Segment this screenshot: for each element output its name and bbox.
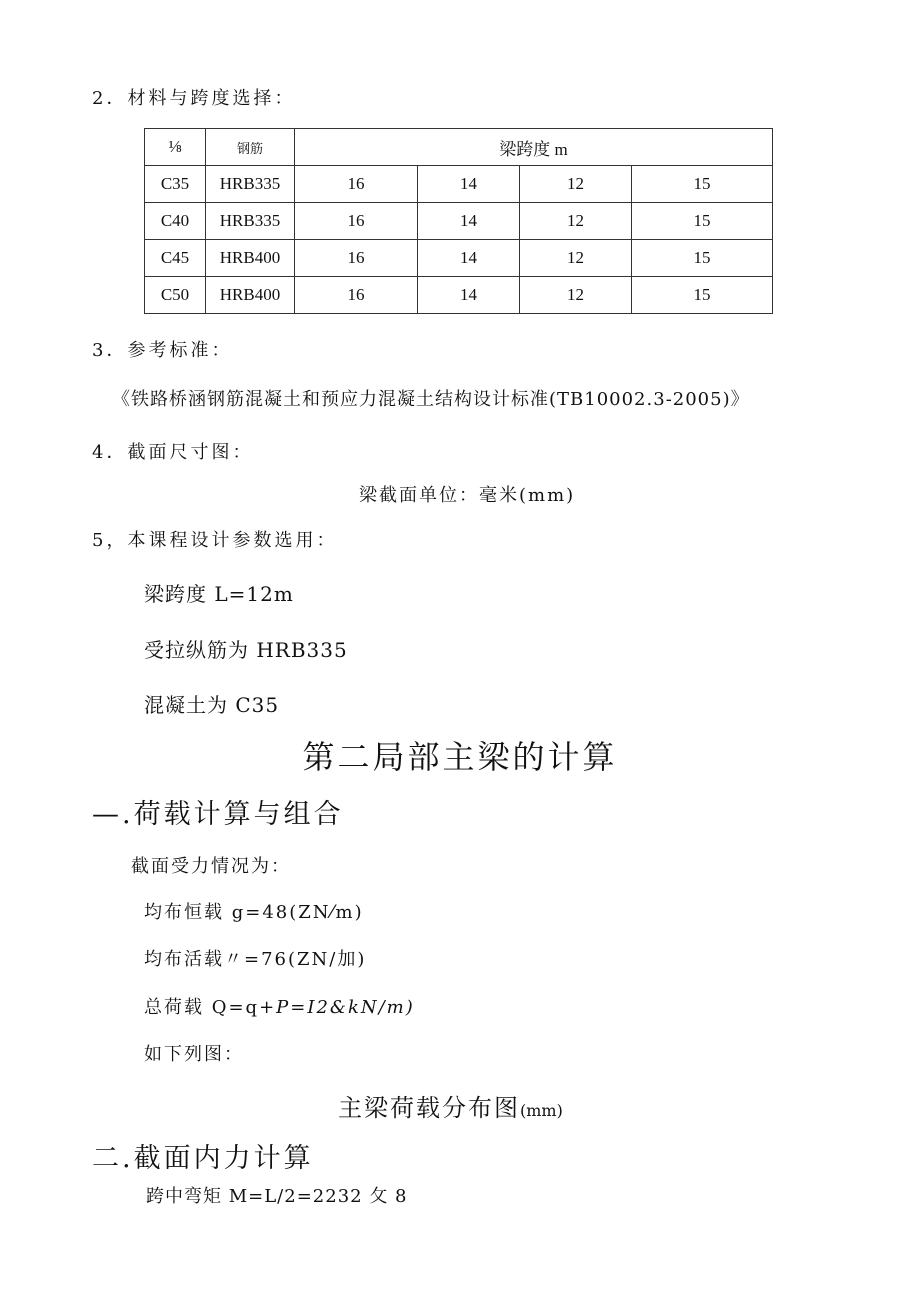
total-load [144, 993, 415, 1019]
table-cell: C35 [145, 166, 206, 203]
table-header-cell: 梁跨度 m [295, 129, 773, 166]
table-cell: 16 [295, 166, 418, 203]
table-row [145, 277, 773, 314]
table-header-cell: 钢筋 [206, 129, 295, 166]
midspan-moment: 跨中弯矩 M=L/2=2232 攵 8 [146, 1186, 408, 1207]
figure-title-unit: (mm) [520, 1101, 563, 1120]
param-rebar: 受拉纵筋为 HRB335 [144, 638, 348, 662]
table-cell: 16 [295, 203, 418, 240]
live-load: 均布活载〃=76(ZN/加) [144, 949, 367, 970]
table-cell: 12 [520, 203, 632, 240]
table-cell: 12 [520, 166, 632, 203]
table-cell: 14 [418, 203, 520, 240]
section4-heading: 4．截面尺寸图： [92, 442, 254, 463]
load-section-heading: —.荷载计算与组合 [92, 799, 344, 830]
chapter-title: 第二局部主梁的计算 [302, 738, 618, 776]
table-row [145, 240, 773, 277]
section5-heading: 5，本课程设计参数选用： [92, 530, 338, 551]
table-cell: 16 [295, 277, 418, 314]
total-load-prefix: 总荷载 Q=q+ [144, 997, 277, 1018]
table-cell: 15 [632, 166, 773, 203]
table-cell: HRB400 [206, 277, 295, 314]
section2-heading: 2．材料与跨度选择： [92, 88, 296, 109]
param-span: 梁跨度 L=12m [144, 582, 294, 606]
dead-load: 均布恒载 g=48(ZN⁄m) [144, 902, 364, 923]
table-cell: HRB335 [206, 203, 295, 240]
table-cell: 16 [295, 240, 418, 277]
table-cell: 15 [632, 277, 773, 314]
param-concrete: 混凝土为 C35 [144, 693, 280, 717]
table-cell: 15 [632, 240, 773, 277]
table-row [145, 203, 773, 240]
table-cell: 14 [418, 240, 520, 277]
total-load-suffix: P=I2&kN/m) [276, 997, 415, 1018]
table-cell: 14 [418, 166, 520, 203]
table-header-row [145, 129, 773, 166]
table-cell: C45 [145, 240, 206, 277]
table-cell: 14 [418, 277, 520, 314]
table-cell: 12 [520, 277, 632, 314]
table-cell: 12 [520, 240, 632, 277]
table-cell: C40 [145, 203, 206, 240]
load-intro: 截面受力情况为： [131, 856, 291, 877]
table-row [145, 166, 773, 203]
table-cell: 15 [632, 203, 773, 240]
figure-intro: 如下列图： [144, 1044, 244, 1065]
section3-heading: 3．参考标准： [92, 340, 233, 361]
figure-title [338, 1088, 563, 1123]
section-caption: 梁截面单位：毫米(mm) [359, 485, 576, 506]
table-header-cell: ⅛ [145, 129, 206, 166]
figure-title-text: 主梁荷载分布图 [338, 1094, 520, 1122]
table-cell: C50 [145, 277, 206, 314]
table-cell: HRB335 [206, 166, 295, 203]
force-section-heading: 二.截面内力计算 [92, 1143, 314, 1174]
table-cell: HRB400 [206, 240, 295, 277]
material-table [144, 128, 773, 314]
reference-standard: 《铁路桥涵钢筋混凝土和预应力混凝土结构设计标准(TB10002.3-2005)》 [112, 389, 750, 410]
